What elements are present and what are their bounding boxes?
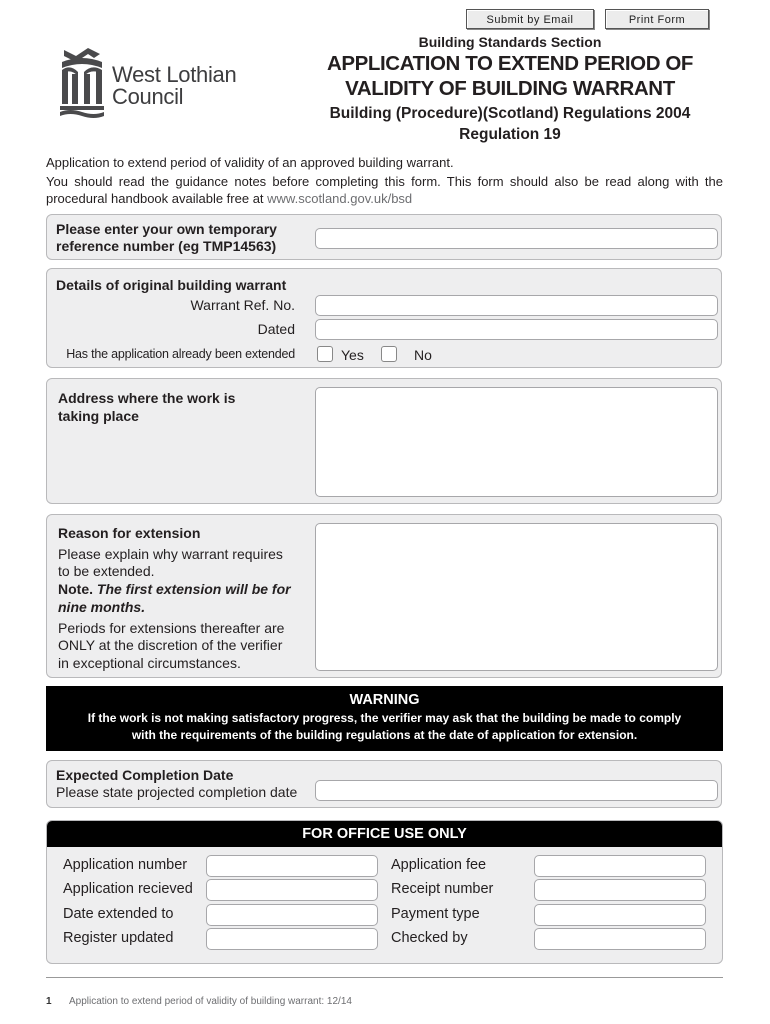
- application-received-input[interactable]: [206, 879, 378, 901]
- section-heading: Building Standards Section: [418, 34, 602, 50]
- temp-ref-input[interactable]: [315, 228, 718, 249]
- regulation-number: Regulation 19: [459, 126, 561, 143]
- guidance-link[interactable]: www.scotland.gov.uk/bsd: [267, 191, 413, 206]
- reason-heading: Reason for extension: [58, 525, 201, 541]
- already-extended-label: Has the application already been extended: [66, 347, 295, 361]
- reason-note: [58, 581, 291, 597]
- temp-ref-panel: [46, 214, 722, 260]
- completion-date-input[interactable]: [315, 780, 718, 801]
- intro-line2: You should read the guidance notes before completing this form. This form should also be read along with the: [46, 174, 723, 189]
- note-text2: nine months.: [58, 599, 146, 615]
- no-checkbox[interactable]: [381, 346, 397, 362]
- warning-banner: [46, 686, 723, 751]
- print-form-button[interactable]: Print Form: [605, 9, 709, 29]
- checked-by-input[interactable]: [534, 928, 706, 950]
- warning-title: WARNING: [349, 692, 420, 708]
- reason-line4: ONLY at the discretion of the verifier: [58, 637, 283, 653]
- note-text1: The first extension will be for: [96, 581, 291, 597]
- yes-label: Yes: [341, 347, 364, 363]
- warrant-ref-input[interactable]: [315, 295, 718, 316]
- reason-textarea[interactable]: [315, 523, 718, 671]
- application-number-label: Application number: [63, 857, 188, 873]
- warning-line2: with the requirements of the building regulations at the date of application for extension.: [131, 728, 638, 742]
- completion-label: Please state projected completion date: [56, 784, 298, 800]
- office-use-title: FOR OFFICE USE ONLY: [47, 821, 722, 847]
- application-fee-label: Application fee: [391, 857, 487, 873]
- intro-line1: Application to extend period of validity of an approved building warrant.: [46, 155, 454, 170]
- application-fee-input[interactable]: [534, 855, 706, 877]
- council-crest-logo: [58, 46, 106, 118]
- yes-checkbox[interactable]: [317, 346, 333, 362]
- dated-input[interactable]: [315, 319, 718, 340]
- warning-line1: If the work is not making satisfactory progress, the verifier may ask that the building be made to comply: [87, 711, 682, 725]
- date-extended-input[interactable]: [206, 904, 378, 926]
- office-use-panel: [46, 820, 723, 964]
- date-extended-label: Date extended to: [63, 906, 174, 922]
- address-panel: [46, 378, 722, 504]
- payment-type-input[interactable]: [534, 904, 706, 926]
- address-label-line1: Address where the work is: [58, 390, 236, 406]
- logo-text-line2: Council: [112, 84, 184, 109]
- address-label-line2: taking place: [58, 408, 139, 424]
- reason-line1: Please explain why warrant requires: [58, 546, 283, 562]
- intro-line3-text: procedural handbook available free at: [46, 191, 268, 206]
- no-label: No: [414, 347, 432, 363]
- form-title-line2: VALIDITY OF BUILDING WARRANT: [345, 77, 675, 100]
- payment-type-label: Payment type: [391, 906, 480, 922]
- footer-text: Application to extend period of validity of building warrant: 12/14: [69, 996, 352, 1007]
- completion-heading: Expected Completion Date: [56, 767, 234, 783]
- warrant-ref-label: Warrant Ref. No.: [190, 297, 295, 313]
- completion-panel: [46, 760, 722, 808]
- reason-panel: [46, 514, 722, 678]
- footer-divider: [46, 977, 723, 978]
- page-number: 1: [46, 996, 52, 1007]
- application-number-input[interactable]: [206, 855, 378, 877]
- logo-text-line1: West Lothian: [112, 62, 237, 87]
- form-title-line1: APPLICATION TO EXTEND PERIOD OF: [326, 52, 694, 75]
- note-label: Note.: [58, 581, 93, 597]
- submit-by-email-button[interactable]: Submit by Email: [466, 9, 594, 29]
- reason-line3: Periods for extensions thereafter are: [58, 620, 285, 636]
- intro-line3: [46, 191, 412, 206]
- receipt-number-input[interactable]: [534, 879, 706, 901]
- reason-line2: to be extended.: [58, 563, 155, 579]
- reason-line5: in exceptional circumstances.: [58, 655, 241, 671]
- regulations-line: Building (Procedure)(Scotland) Regulations 2004: [329, 105, 691, 122]
- register-updated-label: Register updated: [63, 930, 174, 946]
- application-received-label: Application recieved: [63, 881, 193, 897]
- original-warrant-panel: [46, 268, 722, 368]
- temp-ref-label-line2: reference number (eg TMP14563): [56, 238, 277, 254]
- address-textarea[interactable]: [315, 387, 718, 497]
- warrant-heading: Details of original building warrant: [56, 277, 287, 293]
- checked-by-label: Checked by: [391, 930, 468, 946]
- register-updated-input[interactable]: [206, 928, 378, 950]
- temp-ref-label-line1: Please enter your own temporary: [56, 221, 277, 237]
- receipt-number-label: Receipt number: [391, 881, 494, 897]
- dated-label: Dated: [257, 321, 295, 337]
